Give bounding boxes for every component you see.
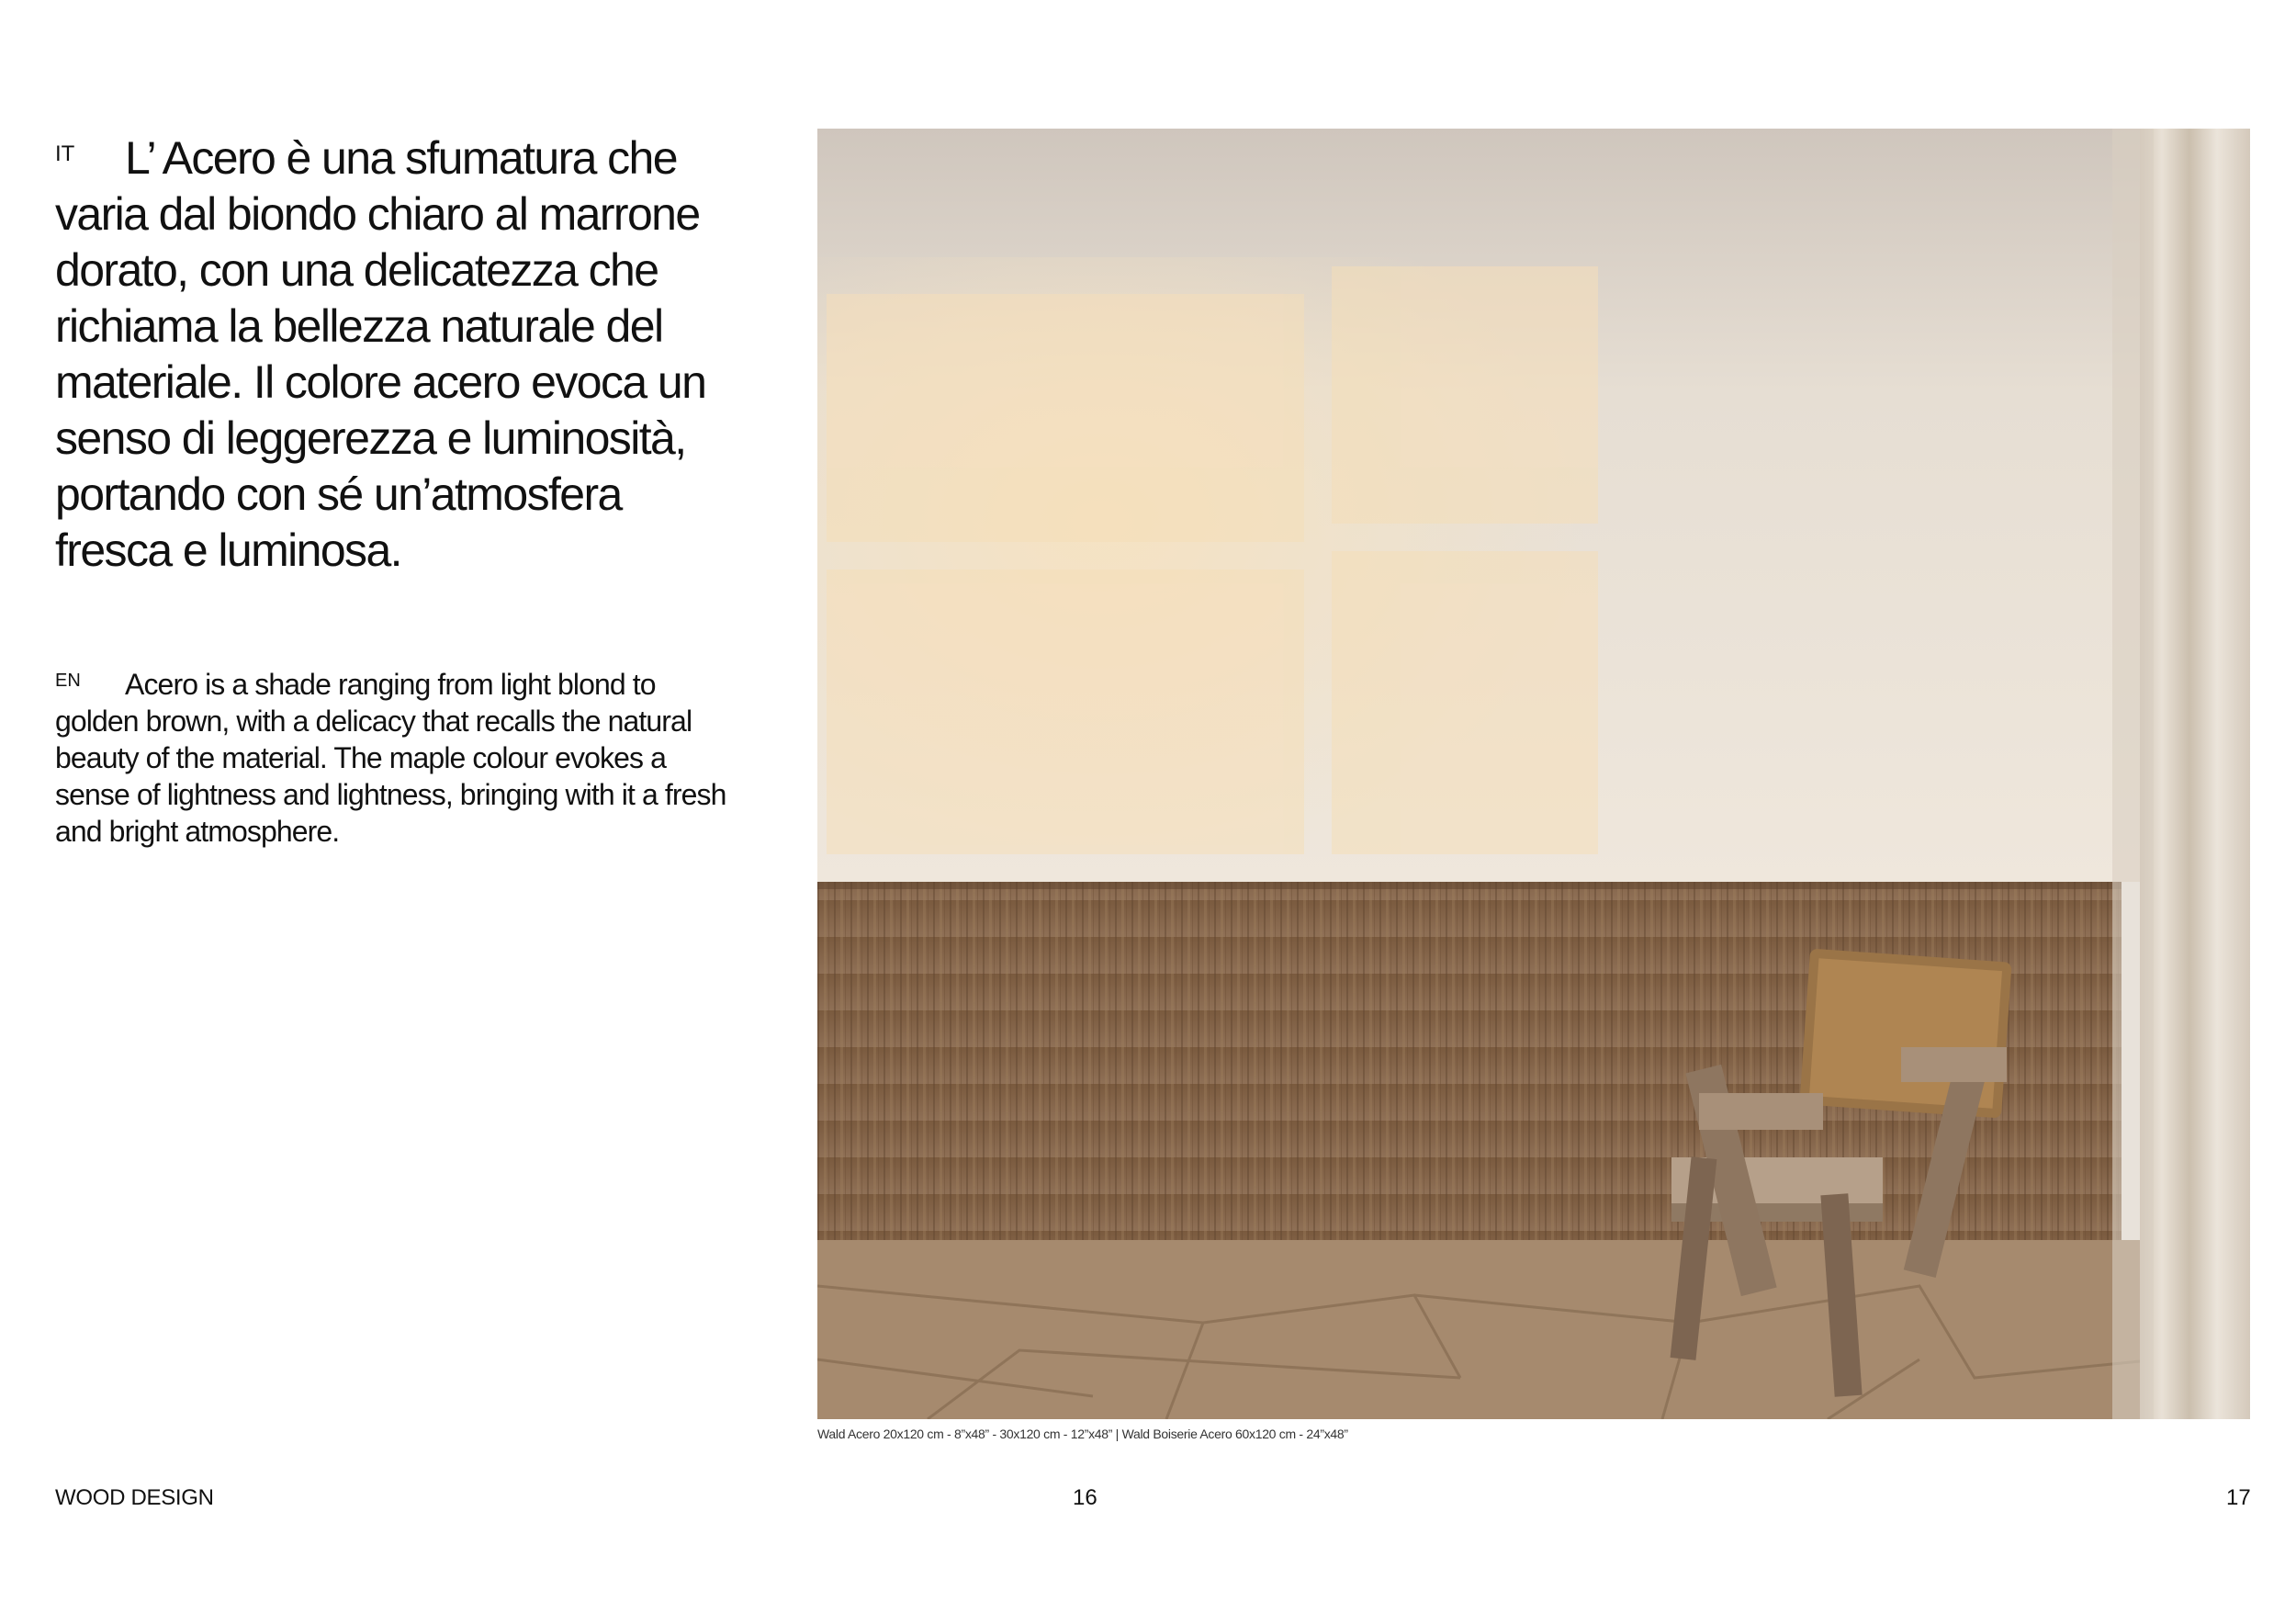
interior-photo — [817, 129, 2250, 1419]
footer-brand: WOOD DESIGN — [55, 1485, 214, 1510]
italian-description — [55, 130, 735, 579]
language-tag-en: EN — [55, 671, 81, 691]
language-tag-it: IT — [55, 141, 75, 166]
italian-paragraph: L’ Acero è una sfumatura che varia dal biondo chiaro al marrone dorato, con una delicatezza che richiama la bellezza naturale del materiale. Il colore acero evoca un senso di leggerezza e luminosità, portando con sé un’atmosfera fresca e luminosa. — [55, 132, 706, 576]
page-number-left: 16 — [1073, 1485, 1097, 1510]
english-paragraph: Acero is a shade ranging from light blond to golden brown, with a delicacy that recalls the natural beauty of the material. The maple colour evokes a sense of lightness and lightness, bringing with it a fresh and bright atmosphere. — [55, 668, 726, 848]
photo-caption: Wald Acero 20x120 cm - 8”x48” - 30x120 cm - 12”x48” | Wald Boiserie Acero 60x120 cm - 24”x48” — [817, 1427, 1348, 1441]
page-number-right: 17 — [2226, 1485, 2251, 1510]
english-description — [55, 666, 735, 850]
